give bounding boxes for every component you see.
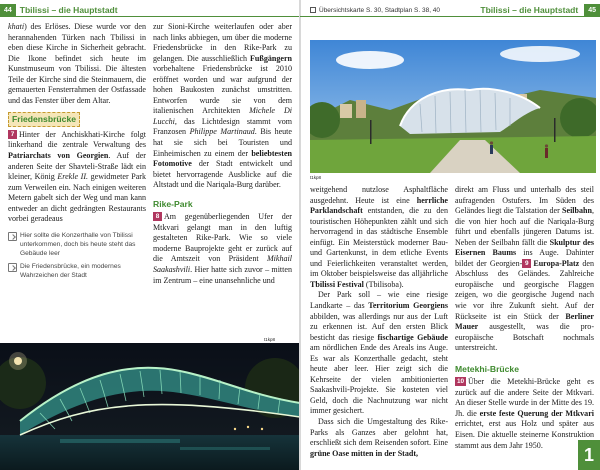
map-reference: Übersichtskarte S. 30, Stadtplan S. 38, 40 (310, 7, 440, 14)
right-page (300, 0, 600, 470)
photo-credit: t1kp8 (264, 337, 276, 342)
poi-badge: 8 (153, 212, 162, 221)
running-title-left: Tbilissi – die Hauptstadt (19, 5, 118, 15)
poi-badge: 10 (456, 378, 465, 386)
bridge-night-photo (0, 343, 300, 470)
right-col-2 (455, 185, 594, 470)
paragraph: weitgehend nutzlose Asphaltfläche ausgedehnt. Heute ist eine herrliche Parklandschaft entstanden, die zu den touristischen Höhepunkten zählt und sich hervorragend in das städtische Ensemble einfügt. Ein Meisterstück moderner Bau- und Gartenkunst, in dem etliche Events und Feierlichkeiten veranstaltet werden, im Oktober beispielsweise das alljährliche Tbilissi Festival (Tbilisoba). (310, 185, 448, 289)
poi-badge: 7 (8, 130, 17, 139)
left-col-2 (153, 22, 292, 342)
right-col-1 (310, 185, 448, 470)
right-header (300, 4, 600, 17)
photo-credit: t1kp8 (310, 175, 322, 180)
rike-park-photo (310, 40, 596, 173)
caption-arrow-icon (8, 263, 17, 272)
paragraph: khati) des Erlöses. Diese wurde vor den herannahenden Türken nach Tbilissi in eben diese Kirche in Sicherheit gebracht. Die Ikone befindet sich heute im Kunstmuseum von Tbilissi. Die ältesten Teile der Kirche sind die Steinmauern, die gemauerten Fensterrahmen der Ostfassade und das Fenster über dem Altar. (8, 22, 146, 105)
paragraph: zur Sioni-Kirche weiterlaufen oder aber nach links abbiegen, um über die moderne Friedensbrücke in den Rike-Park zu gelangen. Die ausschließlich Fußgängern vorbehaltene Friedensbrücke ist 2010 eröffnet worden und war aufgrund der hohen Baukosten zunächst umstritten. Entworfen wurde sie von dem italienischen Architekten Michele Di Lucchi, das Lichtdesign stammt vom Franzosen Philippe Martinaud. Bis heute hat sie sich bei Touristen und Einheimischen zu einem der beliebtesten Fotomotive der Stadt entwickelt und bietet hervorragende Ausblicke auf die Altstadt und die Nariqala-Burg darüber. (153, 22, 292, 190)
running-title-right: Tbilissi – die Hauptstadt (480, 5, 579, 15)
section-heading-metekhi-bruecke: Metekhi-Brücke (455, 363, 519, 374)
paragraph: 10 Über die Metekhi-Brücke geht es zurück auf die andere Seite der Mtkvari. An dieser Stelle wurde in der Mitte des 19. Jh. die erste feste Querung der Mtkvari errichtet, erst aus Holz und später aus Eisen. Die aktuelle steinerne Konstruktion stammt aus dem Jahr 1950. (455, 377, 594, 450)
chapter-thumb-tab: 1 (578, 440, 600, 470)
caption-arrow-icon (8, 232, 17, 241)
paragraph: 7 Hinter der Anchiskhati-Kirche folgt linkerhand die zentrale Verwaltung des Patriarchats von Georgien. Auf der anderen Seite der Shavteli-Straße lädt ein kleiner, König Erekle II. gewidmeter Park zum Verweilen ein. Nach einigen weiteren Metern gabelt sich der Weg und man kann entweder an dicht gedrängten Restaurants vorbei geradeaus (8, 129, 146, 224)
poi-badge: 9 (522, 259, 531, 268)
page-number-right: 45 (584, 4, 600, 17)
paragraph: Der Park soll – wie eine riesige Landkarte – das Territorium Georgiens abbilden, was allerdings nur aus der Luft zu erkennen ist. Auf den ersten Blick besticht das riesige fischartige Gebäude am nördlichen Ende des Areals ins Auge. Es war als Konzerthalle gedacht, steht heute aber leer. Hier zeigt sich die Kehrseite der vielen ambitionierten Saakashvili-Projekte. Sie kosteten viel Geld, doch die Nachnutzung war nicht immer gesichert. (310, 290, 448, 416)
section-heading-rike-park: Rike-Park (153, 198, 193, 209)
left-header (0, 4, 300, 17)
section-heading-friedensbruecke: Friedensbrücke (8, 112, 146, 127)
paragraph: Dass sich die Umgestaltung des Rike-Parks als Ganzes aber gelohnt hat, erschließt sich dem Reisenden sofort. Eine grüne Oase mitten in der Stadt, (310, 417, 448, 458)
paragraph: 8 Am gegenüberliegenden Ufer der Mtkvari gelangt man in den luftig gestalteten Rike-Park. Wie so viele moderne Bauprojekte geht er zurück auf die Amtszeit von Präsident Mikhail Saakashvili. Hier hatte sich zuvor – mitten im Zentrum – eine unansehnliche und (153, 212, 292, 285)
paragraph: direkt am Fluss und unterhalb des steil aufragenden Ostufers. Im Süden des Geländes liegt die Talstation der Seilbahn, die von hier hoch auf die Nariqala-Burg führt und ebenfalls jüngeren Datums ist. Neben der Seilbahn fällt die Skulptur des Eisernen Baums ins Auge. Dahinter bildet der Georgien- 9 Europa-Platz den Abschluss des Geländes. Zahlreiche europäische und georgische Flaggen zeigen, wo die georgische Jugend nach wie vor ihre Zukunft sieht. Auf der Rückseite ist ein Stück der Berliner Mauer ausgestellt, was die pro-europäische Botschaft nochmals unterstreicht. (455, 185, 594, 353)
photo-caption: Hier sollte die Konzerthalle von Tbilissi unterkommen, doch bis heute steht das Gebäude leer (8, 231, 146, 258)
page-number-left: 44 (0, 4, 16, 17)
photo-caption: Die Friedensbrücke, ein modernes Wahrzeichen der Stadt (8, 262, 146, 280)
left-col-1 (8, 22, 146, 287)
checkbox-icon (310, 7, 316, 13)
